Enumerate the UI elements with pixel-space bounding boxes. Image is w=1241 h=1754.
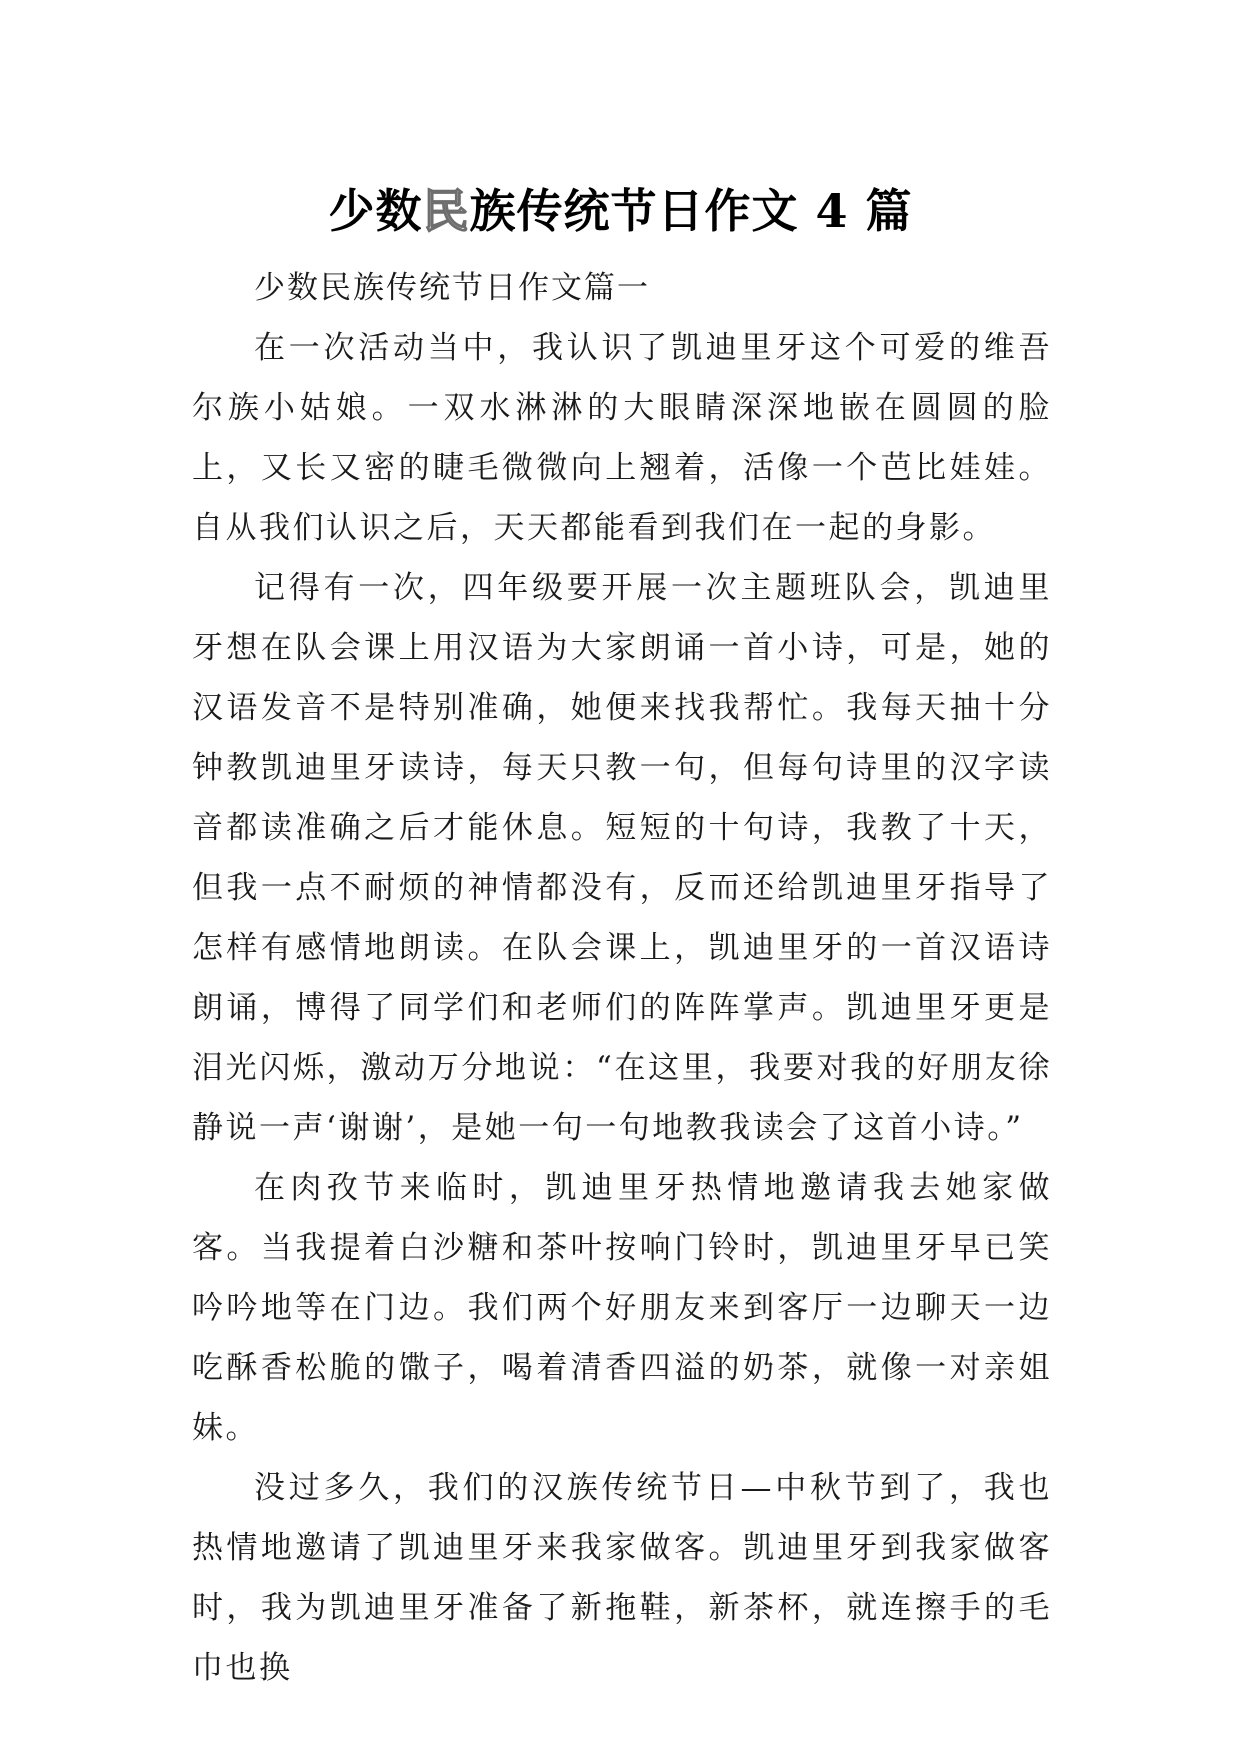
title-text-after: 族传统节日作文 4 篇 — [469, 183, 913, 238]
paragraph: 在肉孜节来临时，凯迪里牙热情地邀请我去她家做客。当我提着白沙糖和茶叶按响门铃时，凯迪里牙早已笑吟吟地等在门边。我们两个好朋友来到客厅一边聊天一边吃酥香松脆的馓子，喝着清香四溢的奶茶，就像一对亲姐妹。 — [192, 1170, 1052, 1446]
document-body — [192, 258, 1052, 1698]
section-heading: 少数民族传统节日作文篇一 — [254, 270, 650, 306]
title-text-before: 少数 — [328, 183, 423, 238]
document-title — [0, 181, 1241, 241]
title-highlighted-char: 民 — [422, 183, 470, 238]
paragraph: 在一次活动当中，我认识了凯迪里牙这个可爱的维吾尔族小姑娘。一双水淋淋的大眼睛深深地嵌在圆圆的脸上，又长又密的睫毛微微向上翘着，活像一个芭比娃娃。自从我们认识之后，天天都能看到我们在一起的身影。 — [192, 330, 1052, 546]
paragraph: 记得有一次，四年级要开展一次主题班队会，凯迪里牙想在队会课上用汉语为大家朗诵一首小诗，可是，她的汉语发音不是特别准确，她便来找我帮忙。我每天抽十分钟教凯迪里牙读诗，每天只教一句，但每句诗里的汉字读音都读准确之后才能休息。短短的十句诗，我教了十天，但我一点不耐烦的神情都没有，反而还给凯迪里牙指导了怎样有感情地朗读。在队会课上，凯迪里牙的一首汉语诗朗诵，博得了同学们和老师们的阵阵掌声。凯迪里牙更是泪光闪烁，激动万分地说：“在这里，我要对我的好朋友徐静说一声‘谢谢’，是她一句一句地教我读会了这首小诗。” — [192, 570, 1052, 1146]
paragraph: 没过多久，我们的汉族传统节日—中秋节到了，我也热情地邀请了凯迪里牙来我家做客。凯迪里牙到我家做客时，我为凯迪里牙准备了新拖鞋，新茶杯，就连擦手的毛巾也换 — [192, 1470, 1052, 1686]
